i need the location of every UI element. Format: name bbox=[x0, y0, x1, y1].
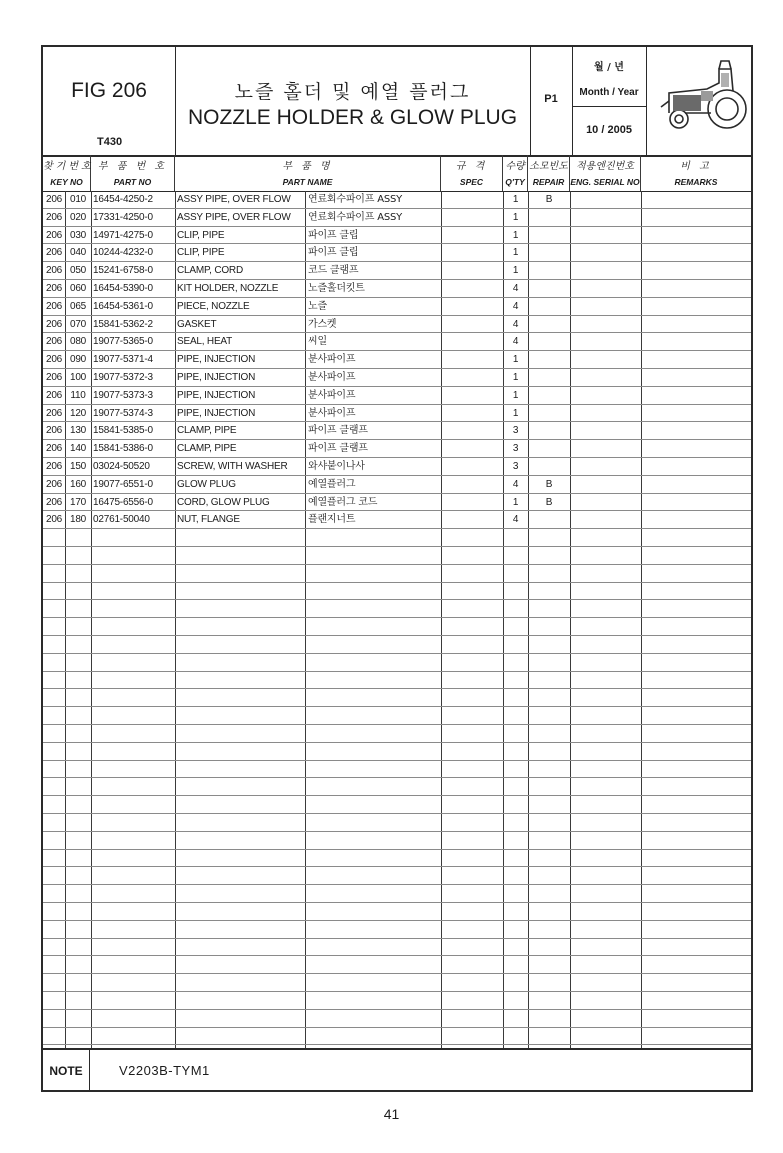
empty-table-row bbox=[43, 903, 751, 921]
part-name-korean-cell: 파이프 클립 bbox=[308, 229, 359, 241]
part-no-cell: 15241-6758-0 bbox=[93, 265, 153, 277]
figure-cell: 206 bbox=[45, 514, 63, 526]
key-no-cell: 150 bbox=[69, 461, 87, 472]
column-repair bbox=[528, 155, 570, 191]
part-name-korean-cell: 연료회수파이프 ASSY bbox=[308, 211, 403, 223]
table-row bbox=[43, 458, 751, 476]
repair-cell bbox=[528, 440, 570, 457]
figure-cell: 206 bbox=[45, 372, 63, 383]
empty-table-row bbox=[43, 618, 751, 636]
part-name-english-cell: NUT, FLANGE bbox=[177, 514, 240, 526]
date-value: 10 / 2005 bbox=[586, 124, 632, 136]
column-part-name-kr: 부 품 명 bbox=[282, 161, 333, 172]
part-name-korean-cell: 연료회수파이프 ASSY bbox=[308, 194, 403, 205]
figure-cell: 206 bbox=[45, 194, 63, 205]
repair-cell bbox=[528, 422, 570, 439]
figure-cell: 206 bbox=[45, 443, 63, 455]
qty-cell: 4 bbox=[512, 478, 519, 490]
note-label: NOTE bbox=[43, 1050, 90, 1092]
empty-table-row bbox=[43, 867, 751, 885]
repair-cell bbox=[528, 351, 570, 368]
part-name-english-cell: GASKET bbox=[177, 318, 217, 330]
qty-cell: 3 bbox=[512, 443, 519, 455]
qty-cell: 1 bbox=[512, 229, 519, 241]
part-name-english-cell: CLIP, PIPE bbox=[177, 247, 225, 259]
repair-cell bbox=[528, 262, 570, 279]
qty-cell: 1 bbox=[512, 247, 519, 259]
part-name-english-cell: CLAMP, CORD bbox=[177, 265, 243, 277]
empty-table-row bbox=[43, 778, 751, 796]
part-name-korean-cell: 예열플러그 코드 bbox=[308, 496, 378, 508]
key-no-cell: 040 bbox=[69, 247, 87, 259]
repair-cell bbox=[528, 280, 570, 297]
table-row bbox=[43, 191, 751, 209]
parts-list-sheet bbox=[41, 45, 753, 1092]
qty-cell: 4 bbox=[512, 318, 519, 330]
part-name-english-cell: PIPE, INJECTION bbox=[177, 354, 256, 366]
column-spec bbox=[441, 155, 503, 191]
date-label-korean: 월 / 년 bbox=[594, 62, 624, 73]
key-no-cell: 110 bbox=[70, 389, 86, 401]
figure-cell: 206 bbox=[45, 425, 63, 437]
part-name-korean-cell: 가스켓 bbox=[308, 318, 337, 330]
part-no-cell: 15841-5385-0 bbox=[93, 425, 153, 437]
model-name: T430 bbox=[97, 136, 123, 148]
column-part-no-kr: 부 품 번 호 bbox=[97, 161, 168, 172]
column-key-no-kr: 찾기번호 bbox=[43, 161, 94, 172]
title-english: NOZZLE HOLDER & GLOW PLUG bbox=[187, 106, 518, 129]
qty-cell: 4 bbox=[512, 336, 519, 348]
part-name-english-cell: PIPE, INJECTION bbox=[177, 389, 256, 401]
repair-cell: B bbox=[545, 194, 553, 205]
figure-cell: 206 bbox=[45, 389, 63, 401]
table-row bbox=[43, 476, 751, 494]
part-name-korean-cell: 코드 클램프 bbox=[308, 265, 359, 277]
empty-table-row bbox=[43, 636, 751, 654]
column-remarks bbox=[641, 155, 751, 191]
empty-table-row bbox=[43, 583, 751, 601]
figure-cell: 206 bbox=[45, 283, 63, 294]
key-no-cell: 120 bbox=[69, 407, 87, 419]
part-name-english-cell: KIT HOLDER, NOZZLE bbox=[177, 283, 279, 294]
table-row bbox=[43, 440, 751, 458]
column-serial bbox=[570, 155, 641, 191]
qty-cell: 1 bbox=[512, 211, 519, 223]
repair-cell bbox=[528, 209, 570, 226]
key-no-cell: 065 bbox=[69, 300, 87, 312]
empty-table-row bbox=[43, 885, 751, 903]
part-name-korean-cell: 노즐홀더킷트 bbox=[308, 283, 365, 294]
figure-cell: 206 bbox=[45, 229, 63, 241]
key-no-cell: 050 bbox=[69, 265, 87, 277]
part-name-english-cell: CLIP, PIPE bbox=[177, 229, 225, 241]
part-no-cell: 19077-5373-3 bbox=[93, 389, 153, 401]
key-no-cell: 160 bbox=[69, 478, 87, 490]
column-qty bbox=[503, 155, 528, 191]
empty-table-row bbox=[43, 956, 751, 974]
part-no-cell: 14971-4275-0 bbox=[93, 229, 153, 241]
qty-cell: 1 bbox=[512, 354, 519, 366]
part-name-korean-cell: 씨일 bbox=[308, 336, 327, 348]
repair-cell bbox=[528, 369, 570, 386]
key-no-cell: 170 bbox=[69, 496, 87, 508]
part-name-korean-cell: 분사파이프 bbox=[308, 372, 356, 383]
part-no-cell: 19077-5374-3 bbox=[93, 407, 153, 419]
page-label: P1 bbox=[544, 93, 558, 105]
figure-cell: 206 bbox=[45, 247, 63, 259]
empty-table-row bbox=[43, 654, 751, 672]
key-no-cell: 100 bbox=[69, 372, 87, 383]
illustration-box bbox=[646, 47, 751, 155]
column-header-row bbox=[43, 155, 751, 192]
part-no-cell: 19077-6551-0 bbox=[93, 478, 153, 490]
tractor-icon bbox=[649, 57, 749, 137]
empty-table-row bbox=[43, 796, 751, 814]
part-name-korean-cell: 와샤붙이나사 bbox=[308, 461, 365, 472]
repair-cell bbox=[528, 511, 570, 528]
date-box bbox=[572, 47, 647, 155]
column-qty-kr: 수량 bbox=[505, 161, 525, 172]
figure-cell: 206 bbox=[45, 211, 63, 223]
table-row bbox=[43, 280, 751, 298]
column-key-no-en: KEY NO bbox=[50, 177, 83, 187]
part-name-english-cell: SEAL, HEAT bbox=[177, 336, 233, 348]
part-no-cell: 16475-6556-0 bbox=[93, 496, 153, 508]
figure-cell: 206 bbox=[45, 336, 63, 348]
repair-cell bbox=[528, 333, 570, 350]
qty-cell: 1 bbox=[512, 496, 519, 508]
key-no-cell: 080 bbox=[69, 336, 87, 348]
table-row bbox=[43, 227, 751, 245]
key-no-cell: 140 bbox=[69, 443, 87, 455]
figure-cell: 206 bbox=[45, 407, 63, 419]
part-name-korean-cell: 파이프 클램프 bbox=[308, 443, 368, 455]
part-name-english-cell: GLOW PLUG bbox=[177, 478, 236, 490]
table-row bbox=[43, 494, 751, 512]
part-name-english-cell: PIPE, INJECTION bbox=[177, 372, 256, 383]
key-no-cell: 090 bbox=[69, 354, 87, 366]
page-number: 41 bbox=[383, 1106, 400, 1122]
part-name-korean-cell: 분사파이프 bbox=[308, 354, 356, 366]
part-no-cell: 19077-5365-0 bbox=[93, 336, 153, 348]
figure-cell: 206 bbox=[45, 300, 63, 312]
part-no-cell: 16454-5361-0 bbox=[93, 300, 153, 312]
empty-table-row bbox=[43, 974, 751, 992]
repair-cell bbox=[528, 298, 570, 315]
table-row bbox=[43, 316, 751, 334]
part-name-korean-cell: 분사파이프 bbox=[308, 407, 356, 419]
note-text: V2203B-TYM1 bbox=[119, 1063, 210, 1078]
table-row bbox=[43, 298, 751, 316]
part-no-cell: 03024-50520 bbox=[93, 461, 150, 472]
table-row bbox=[43, 244, 751, 262]
column-spec-en: SPEC bbox=[459, 177, 484, 187]
column-key-no bbox=[43, 155, 94, 191]
empty-table-row bbox=[43, 743, 751, 761]
qty-cell: 1 bbox=[512, 265, 519, 277]
part-no-cell: 15841-5362-2 bbox=[93, 318, 153, 330]
figure-cell: 206 bbox=[45, 496, 63, 508]
part-name-english-cell: PIPE, INJECTION bbox=[177, 407, 256, 419]
key-no-cell: 130 bbox=[69, 425, 87, 437]
figure-cell: 206 bbox=[45, 354, 63, 366]
part-no-cell: 16454-5390-0 bbox=[93, 283, 153, 294]
part-name-english-cell: SCREW, WITH WASHER bbox=[177, 461, 288, 472]
part-name-english-cell: ASSY PIPE, OVER FLOW bbox=[177, 194, 291, 205]
part-name-english-cell: CLAMP, PIPE bbox=[177, 443, 237, 455]
page-label-box bbox=[530, 47, 573, 155]
figure-box bbox=[43, 47, 176, 155]
table-row bbox=[43, 209, 751, 227]
part-no-cell: 02761-50040 bbox=[93, 514, 150, 526]
figure-cell: 206 bbox=[45, 318, 63, 330]
part-no-cell: 10244-4232-0 bbox=[93, 247, 153, 259]
empty-table-row bbox=[43, 565, 751, 583]
qty-cell: 1 bbox=[512, 194, 519, 205]
empty-table-row bbox=[43, 814, 751, 832]
empty-table-row bbox=[43, 992, 751, 1010]
column-spec-kr: 규 격 bbox=[455, 161, 488, 172]
empty-table-row bbox=[43, 1010, 751, 1028]
repair-cell bbox=[528, 387, 570, 404]
part-name-english-cell: PIECE, NOZZLE bbox=[177, 300, 250, 312]
repair-cell bbox=[528, 227, 570, 244]
title-box bbox=[175, 47, 531, 155]
column-qty-en: Q'TY bbox=[505, 177, 525, 187]
figure-cell: 206 bbox=[45, 265, 63, 277]
empty-table-row bbox=[43, 761, 751, 779]
table-row bbox=[43, 387, 751, 405]
empty-table-row bbox=[43, 547, 751, 565]
part-name-korean-cell: 파이프 클립 bbox=[308, 247, 359, 259]
empty-table-row bbox=[43, 832, 751, 850]
repair-cell bbox=[528, 405, 570, 422]
empty-table-row bbox=[43, 529, 751, 547]
qty-cell: 1 bbox=[512, 407, 519, 419]
key-no-cell: 180 bbox=[69, 514, 87, 526]
part-name-english-cell: CLAMP, PIPE bbox=[177, 425, 237, 437]
empty-table-row bbox=[43, 689, 751, 707]
figure-number: FIG 206 bbox=[71, 79, 147, 102]
qty-cell: 1 bbox=[512, 389, 519, 401]
column-repair-kr: 소모빈도 bbox=[529, 161, 568, 172]
table-row bbox=[43, 511, 751, 529]
key-no-cell: 060 bbox=[69, 283, 87, 294]
part-name-english-cell: CORD, GLOW PLUG bbox=[177, 496, 270, 508]
column-part-no-en: PART NO bbox=[113, 177, 152, 187]
table-row bbox=[43, 369, 751, 387]
column-remarks-kr: 비 고 bbox=[680, 161, 712, 172]
column-serial-en: ENG. SERIAL NO bbox=[570, 177, 640, 187]
key-no-cell: 010 bbox=[69, 194, 87, 205]
column-repair-en: REPAIR bbox=[532, 177, 565, 187]
key-no-cell: 030 bbox=[69, 229, 87, 241]
qty-cell: 4 bbox=[512, 514, 519, 526]
part-no-cell: 19077-5371-4 bbox=[93, 354, 153, 366]
repair-cell bbox=[528, 458, 570, 475]
part-no-cell: 17331-4250-0 bbox=[93, 211, 153, 223]
column-remarks-en: REMARKS bbox=[674, 177, 718, 187]
parts-table bbox=[43, 191, 751, 1048]
table-row bbox=[43, 405, 751, 423]
key-no-cell: 070 bbox=[69, 318, 87, 330]
sheet-header bbox=[43, 47, 751, 157]
part-name-korean-cell: 분사파이프 bbox=[308, 389, 356, 401]
part-name-korean-cell: 플랜지너트 bbox=[308, 514, 356, 526]
table-row bbox=[43, 351, 751, 369]
qty-cell: 4 bbox=[512, 300, 519, 312]
qty-cell: 1 bbox=[512, 372, 519, 383]
part-name-english-cell: ASSY PIPE, OVER FLOW bbox=[177, 211, 291, 223]
part-no-cell: 16454-4250-2 bbox=[93, 194, 153, 205]
table-row bbox=[43, 333, 751, 351]
repair-cell: B bbox=[545, 478, 553, 490]
date-divider bbox=[572, 106, 646, 107]
table-row bbox=[43, 262, 751, 280]
column-part-no bbox=[91, 155, 175, 191]
repair-cell bbox=[528, 316, 570, 333]
column-part-name-en: PART NAME bbox=[282, 177, 333, 187]
figure-cell: 206 bbox=[45, 478, 63, 490]
date-label-english: Month / Year bbox=[579, 87, 639, 98]
empty-table-row bbox=[43, 939, 751, 957]
key-no-cell: 020 bbox=[69, 211, 87, 223]
empty-table-row bbox=[43, 850, 751, 868]
part-no-cell: 15841-5386-0 bbox=[93, 443, 153, 455]
empty-table-row bbox=[43, 725, 751, 743]
repair-cell bbox=[528, 244, 570, 261]
column-serial-kr: 적용엔진번호 bbox=[576, 161, 634, 172]
part-name-korean-cell: 파이프 클램프 bbox=[308, 425, 368, 437]
qty-cell: 3 bbox=[512, 461, 519, 472]
empty-table-row bbox=[43, 707, 751, 725]
qty-cell: 3 bbox=[512, 425, 519, 437]
figure-cell: 206 bbox=[45, 461, 63, 472]
part-name-korean-cell: 노즐 bbox=[308, 300, 327, 312]
empty-table-row bbox=[43, 672, 751, 690]
column-part-name bbox=[175, 155, 441, 191]
note-section bbox=[43, 1048, 751, 1092]
table-row bbox=[43, 422, 751, 440]
part-no-cell: 19077-5372-3 bbox=[93, 372, 153, 383]
repair-cell: B bbox=[545, 496, 553, 508]
part-name-korean-cell: 예열플러그 bbox=[308, 478, 356, 490]
empty-table-row bbox=[43, 921, 751, 939]
title-korean: 노즐 홀더 및 예열 플러그 bbox=[234, 81, 471, 103]
qty-cell: 4 bbox=[512, 283, 519, 294]
empty-table-row bbox=[43, 600, 751, 618]
empty-table-row bbox=[43, 1028, 751, 1046]
